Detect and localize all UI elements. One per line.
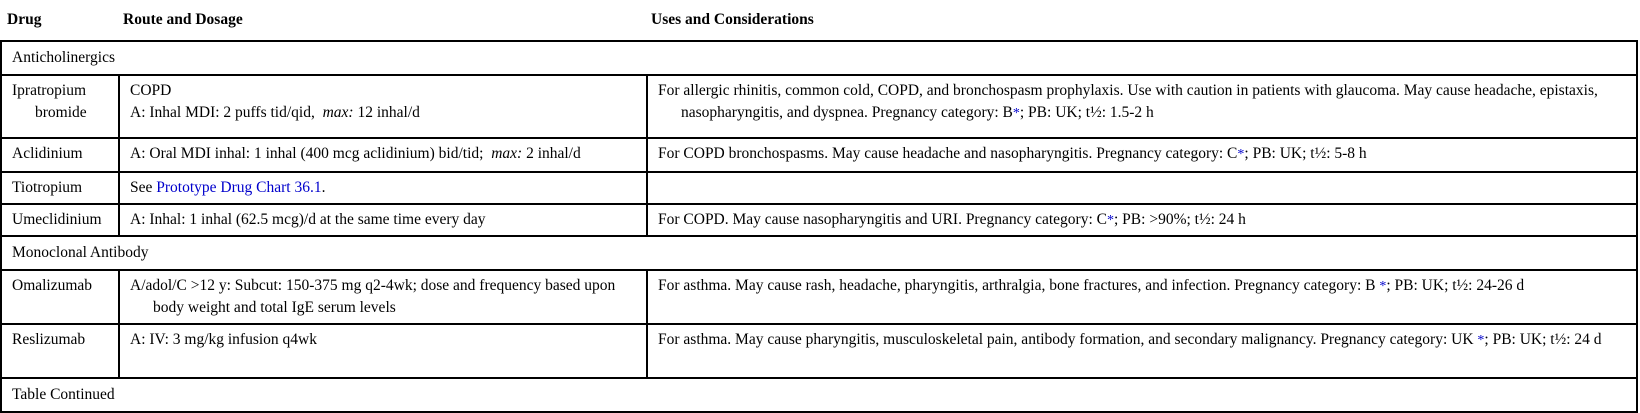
uses-cell	[647, 324, 1637, 378]
uses-text: For allergic rhinitis, common cold, COPD, and bronchospasm prophylaxis. Use with caution in patients with glaucoma. May cause headache, epistaxis, nasopharyngitis, and dyspnea. Pregnancy category: B	[658, 82, 1598, 121]
footnote-link[interactable]: *	[1477, 333, 1485, 348]
route-cell: A: Inhal: 1 inhal (62.5 mcg)/d at the same time every day	[119, 204, 647, 236]
max-label: max:	[322, 104, 354, 121]
drug-name: Ipratropium bromide	[1, 75, 119, 138]
route-cell: A/adol/C >12 y: Subcut: 150-375 mg q2-4wk; dose and frequency based upon body weight and total IgE serum levels	[119, 270, 647, 324]
uses-cell	[647, 138, 1637, 172]
section-row	[1, 41, 1637, 75]
footnote-link[interactable]: *	[1107, 213, 1114, 228]
route-cell	[119, 75, 647, 138]
route-cell	[119, 172, 647, 204]
uses-tail: ; PB: UK; t½: 24-26 d	[1386, 277, 1525, 294]
route-text: A: Oral MDI inhal: 1 inhal (400 mcg aclidinium) bid/tid;	[130, 145, 484, 162]
table-row	[1, 204, 1637, 236]
route-text: 12 inhal/d	[357, 104, 420, 121]
header-drug: Drug	[1, 0, 119, 41]
header-uses: Uses and Considerations	[647, 0, 1637, 41]
footnote-link[interactable]: *	[1012, 106, 1020, 121]
table-row	[1, 324, 1637, 378]
uses-tail: ; PB: UK; t½: 5-8 h	[1244, 145, 1367, 162]
max-label: max:	[491, 145, 523, 162]
route-line	[130, 102, 638, 124]
table-row	[1, 75, 1637, 138]
table-row	[1, 172, 1637, 204]
prototype-drug-chart-link[interactable]: Prototype Drug Chart 36.1	[156, 179, 322, 196]
uses-cell	[647, 204, 1637, 236]
drug-name: Omalizumab	[1, 270, 119, 324]
uses-text: For COPD bronchospasms. May cause headache and nasopharyngitis. Pregnancy category: C	[658, 145, 1238, 162]
route-text: 2 inhal/d	[526, 145, 581, 162]
route-cell: A: IV: 3 mg/kg infusion q4wk	[119, 324, 647, 378]
route-text: See	[130, 179, 153, 196]
uses-tail: ; PB: UK; t½: 1.5-2 h	[1019, 104, 1154, 121]
drug-name: Aclidinium	[1, 138, 119, 172]
section-monoclonal: Monoclonal Antibody	[1, 236, 1637, 270]
uses-text: For asthma. May cause pharyngitis, musculoskeletal pain, antibody formation, and secondary malignancy. Pregnancy category: UK	[658, 331, 1474, 348]
footer-row	[1, 378, 1637, 412]
uses-cell	[647, 75, 1637, 138]
table-continued[interactable]: Table Continued	[1, 378, 1637, 412]
header-row	[1, 0, 1637, 41]
table-row	[1, 138, 1637, 172]
section-anticholinergics: Anticholinergics	[1, 41, 1637, 75]
table-row	[1, 270, 1637, 324]
route-cell	[119, 138, 647, 172]
drug-name: Reslizumab	[1, 324, 119, 378]
drug-name: Umeclidinium	[1, 204, 119, 236]
uses-text: For asthma. May cause rash, headache, pharyngitis, arthralgia, bone fractures, and infection. Pregnancy category: B	[658, 277, 1376, 294]
header-route: Route and Dosage	[119, 0, 647, 41]
footnote-link[interactable]: *	[1379, 279, 1387, 294]
section-row	[1, 236, 1637, 270]
route-text: A: Inhal MDI: 2 puffs tid/qid,	[130, 104, 315, 121]
footnote-link[interactable]: *	[1237, 147, 1245, 162]
uses-tail: ; PB: >90%; t½: 24 h	[1114, 211, 1246, 228]
uses-cell	[647, 172, 1637, 204]
uses-text: For COPD. May cause nasopharyngitis and URI. Pregnancy category: C	[658, 211, 1107, 228]
route-text: .	[321, 179, 326, 196]
drug-name: Tiotropium	[1, 172, 119, 204]
uses-tail: ; PB: UK; t½: 24 d	[1484, 331, 1602, 348]
uses-cell	[647, 270, 1637, 324]
route-line: COPD	[130, 82, 172, 99]
